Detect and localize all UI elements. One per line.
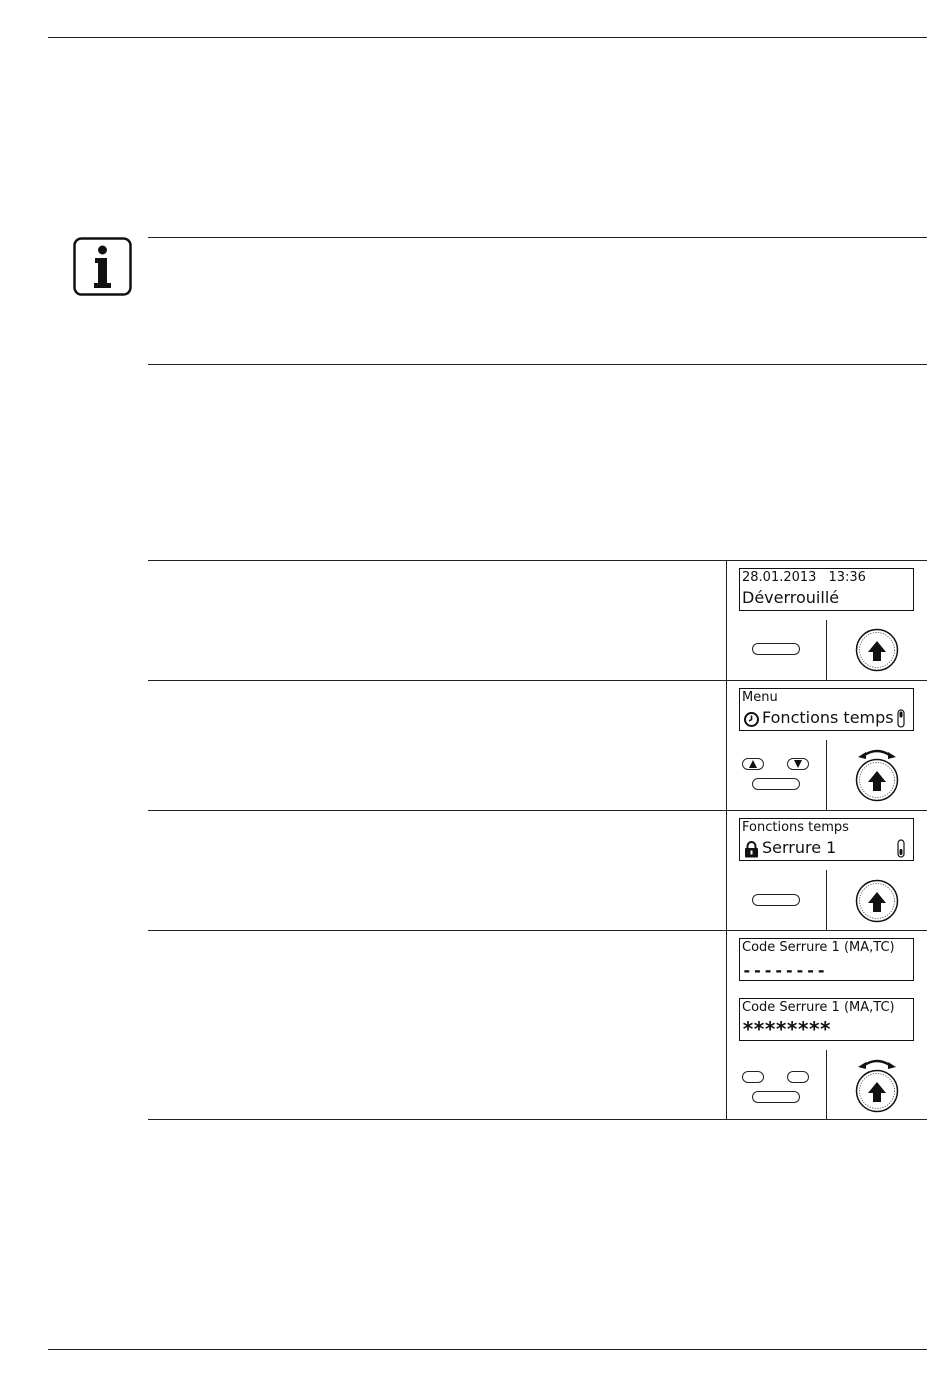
code-masked: ******** [742, 1017, 831, 1041]
scroll-indicator-icon [897, 839, 905, 858]
knob-rotate-icon[interactable] [855, 1069, 899, 1113]
code-placeholder: -------- [742, 961, 828, 980]
note-bottom-rule [148, 364, 927, 365]
display-screen [739, 938, 914, 981]
right-key-button[interactable] [787, 1071, 809, 1083]
knob-press-icon[interactable] [855, 879, 899, 923]
display-screen [739, 688, 914, 731]
display-line-2: Fonctions temps [762, 708, 894, 727]
table-rule-2 [148, 810, 927, 811]
display-status: Déverrouillé [742, 588, 840, 607]
table-rule-3 [148, 930, 927, 931]
display-line-1: Menu [742, 690, 778, 705]
display-datetime [742, 570, 866, 586]
note-top-rule [148, 237, 927, 238]
down-arrow-button[interactable] [787, 758, 809, 770]
enter-key-button[interactable] [752, 643, 800, 655]
down-arrow-icon [794, 760, 802, 768]
keypad-divider [826, 620, 827, 680]
knob-rotate-icon[interactable] [855, 758, 899, 802]
padlock-icon [743, 841, 760, 858]
left-key-button[interactable] [742, 1071, 764, 1083]
display-line-1: Fonctions temps [742, 820, 849, 835]
display-screen [739, 998, 914, 1041]
display-date: 28.01.2013 [742, 570, 817, 585]
keypad-divider [826, 1050, 827, 1119]
enter-key-button[interactable] [752, 894, 800, 906]
rotate-arrows-icon [857, 1056, 897, 1070]
keypad-divider [826, 870, 827, 930]
table-rule-bottom [148, 1119, 927, 1120]
table-rule-1 [148, 680, 927, 681]
knob-press-icon[interactable] [855, 628, 899, 672]
display-line-1: Code Serrure 1 (MA,TC) [742, 1000, 895, 1015]
display-time: 13:36 [828, 570, 866, 585]
footer-rule [48, 1349, 927, 1350]
display-line-1: Code Serrure 1 (MA,TC) [742, 940, 895, 955]
scroll-indicator-icon [897, 709, 905, 728]
up-arrow-icon [749, 760, 757, 768]
display-screen [739, 568, 914, 611]
table-rule-top [148, 560, 927, 561]
display-screen [739, 818, 914, 861]
keypad-divider [826, 740, 827, 810]
up-arrow-button[interactable] [742, 758, 764, 770]
enter-key-button[interactable] [752, 1091, 800, 1103]
table-column-divider [726, 560, 727, 1119]
display-line-2: Serrure 1 [762, 838, 837, 857]
enter-key-button[interactable] [752, 778, 800, 790]
info-icon [73, 237, 132, 296]
clock-icon [743, 711, 760, 728]
header-rule [48, 37, 927, 38]
